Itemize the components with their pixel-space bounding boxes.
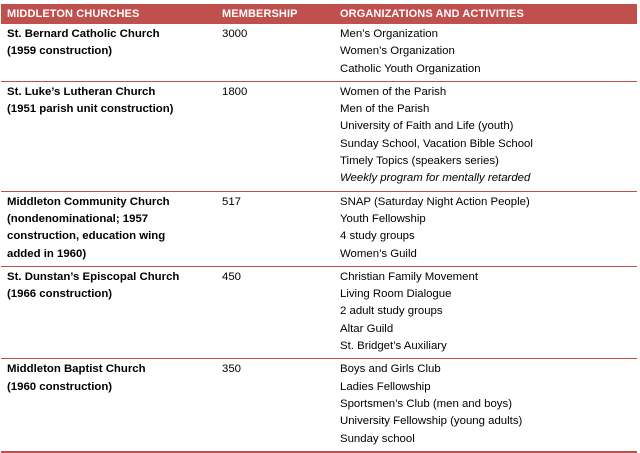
activities-cell — [334, 81, 637, 191]
activities-cell — [334, 24, 637, 81]
membership-count: 3000 — [216, 24, 334, 81]
membership-count: 350 — [216, 359, 334, 452]
activity-item: Boys and Girls Club — [340, 363, 441, 376]
table-row — [1, 191, 637, 266]
church-name: St. Luke’s Lutheran Church (1951 parish unit construction) — [1, 81, 216, 191]
table-row — [1, 81, 637, 191]
activity-item: University Fellowship (young adults) — [340, 415, 523, 428]
activity-item: 2 adult study groups — [340, 305, 443, 318]
activity-item: Sunday school — [340, 432, 415, 445]
church-name: Middleton Baptist Church (1960 construction) — [1, 359, 216, 452]
activities-cell — [334, 359, 637, 452]
activity-item: Women’s Guild — [340, 247, 417, 260]
church-name: St. Dunstan’s Episcopal Church (1966 construction) — [1, 266, 216, 358]
table-header-row — [1, 4, 637, 24]
table-row — [1, 266, 637, 358]
activities-cell — [334, 191, 637, 266]
activity-item: 4 study groups — [340, 230, 415, 243]
header-churches: MIDDLETON CHURCHES — [1, 4, 216, 24]
churches-table — [1, 4, 637, 453]
activity-item: SNAP (Saturday Night Action People) — [340, 195, 530, 208]
header-organizations: ORGANIZATIONS AND ACTIVITIES — [334, 4, 637, 24]
activity-item: Weekly program for mentally retarded — [340, 172, 531, 185]
membership-count: 1800 — [216, 81, 334, 191]
header-membership: MEMBERSHIP — [216, 4, 334, 24]
activity-item: Youth Fellowship — [340, 212, 426, 225]
activity-item: University of Faith and Life (youth) — [340, 120, 514, 133]
activity-item: Men of the Parish — [340, 103, 430, 116]
activity-item: Sportsmen’s Club (men and boys) — [340, 397, 512, 410]
activity-item: Sunday School, Vacation Bible School — [340, 137, 533, 150]
membership-count: 517 — [216, 191, 334, 266]
activity-item: St. Bridget’s Auxiliary — [340, 340, 447, 353]
activity-item: Altar Guild — [340, 322, 394, 335]
table-row — [1, 359, 637, 452]
activity-item: Christian Family Movement — [340, 270, 478, 283]
membership-count: 450 — [216, 266, 334, 358]
activity-item: Ladies Fellowship — [340, 380, 431, 393]
activity-item: Living Room Dialogue — [340, 288, 452, 301]
table-body — [1, 24, 637, 452]
activity-item: Catholic Youth Organization — [340, 62, 481, 75]
activity-item: Women’s Organization — [340, 45, 455, 58]
church-name: St. Bernard Catholic Church (1959 construction) — [1, 24, 216, 81]
activity-item: Timely Topics (speakers series) — [340, 155, 499, 168]
activity-item: Men’s Organization — [340, 28, 438, 40]
table-row — [1, 24, 637, 81]
activity-item: Women of the Parish — [340, 85, 447, 98]
activities-cell — [334, 266, 637, 358]
church-name: Middleton Community Church (nondenominational; 1957 construction, education wing added in 1960) — [1, 191, 216, 266]
